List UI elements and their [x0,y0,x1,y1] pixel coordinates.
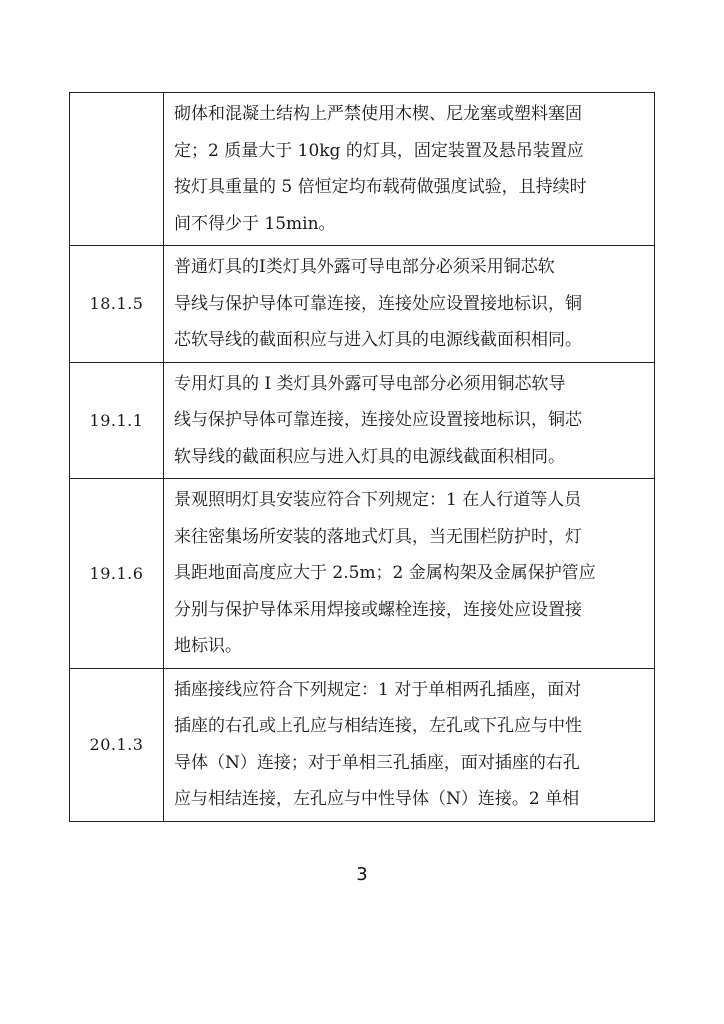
clause-text-line: 按灯具重量的 5 倍恒定均布载荷做强度试验，且持续时 [174,177,587,197]
clause-text [164,479,655,669]
clause-text-line: 间不得少于 15min。 [174,213,336,234]
clause-number [70,93,164,246]
clause-text-line: 导体（N）连接；对于单相三孔插座，面对插座的右孔 [174,752,580,773]
clause-table [69,92,655,822]
clause-text-line: 应与相结连接，左孔应与中性导体（N）连接。2 单相 [174,789,580,809]
clause-number: 18.1.5 [70,246,164,363]
clause-text-line: 分别与保护导体采用焊接或螺栓连接，连接处应设置接 [174,599,582,620]
clause-text-line: 专用灯具的 Ⅰ 类灯具外露可导电部分必须用铜芯软导 [174,373,566,394]
clause-text-line: 来往密集场所安装的落地式灯具，当无围栏防护时，灯 [174,526,582,547]
clause-text-line: 插座的右孔或上孔应与相结连接，左孔或下孔应与中性 [174,716,582,736]
clause-text-line: 线与保护导体可靠连接，连接处应设置接地标识，铜芯 [174,410,582,430]
clause-text-line: 导线与保护导体可靠连接，连接处应设置接地标识，铜 [174,293,582,314]
clause-text-line: 砌体和混凝土结构上严禁使用木楔、尼龙塞或塑料塞固 [174,104,582,124]
table-row [70,93,655,246]
clause-text [164,668,655,821]
table-row [70,479,655,669]
clause-text [164,246,655,363]
clause-number: 20.1.3 [70,668,164,821]
clause-text-line: 软导线的截面积应与进入灯具的电源线截面积相同。 [174,446,565,467]
clause-text-line: 芯软导线的截面积应与进入灯具的电源线截面积相同。 [174,330,582,350]
page-number: 3 [356,864,368,885]
table-row [70,246,655,363]
clause-number: 19.1.6 [70,479,164,669]
clause-text-line: 插座接线应符合下列规定：1 对于单相两孔插座，面对 [174,679,582,700]
clause-text [164,362,655,479]
clause-text-line: 具距地面高度应大于 2.5m；2 金属构架及金属保护管应 [174,563,596,583]
clause-text-line: 地标识。 [174,636,242,656]
clause-text-line: 景观照明灯具安装应符合下列规定：1 在人行道等人员 [174,490,582,510]
clause-number: 19.1.1 [70,362,164,479]
clause-text [164,93,655,246]
clause-text-line: 普通灯具的Ⅰ类灯具外露可导电部分必须采用铜芯软 [174,257,555,277]
table-row [70,362,655,479]
clause-table-body [70,93,655,822]
clause-text-line: 定；2 质量大于 10kg 的灯具，固定装置及悬吊装置应 [174,140,584,161]
table-row [70,668,655,821]
